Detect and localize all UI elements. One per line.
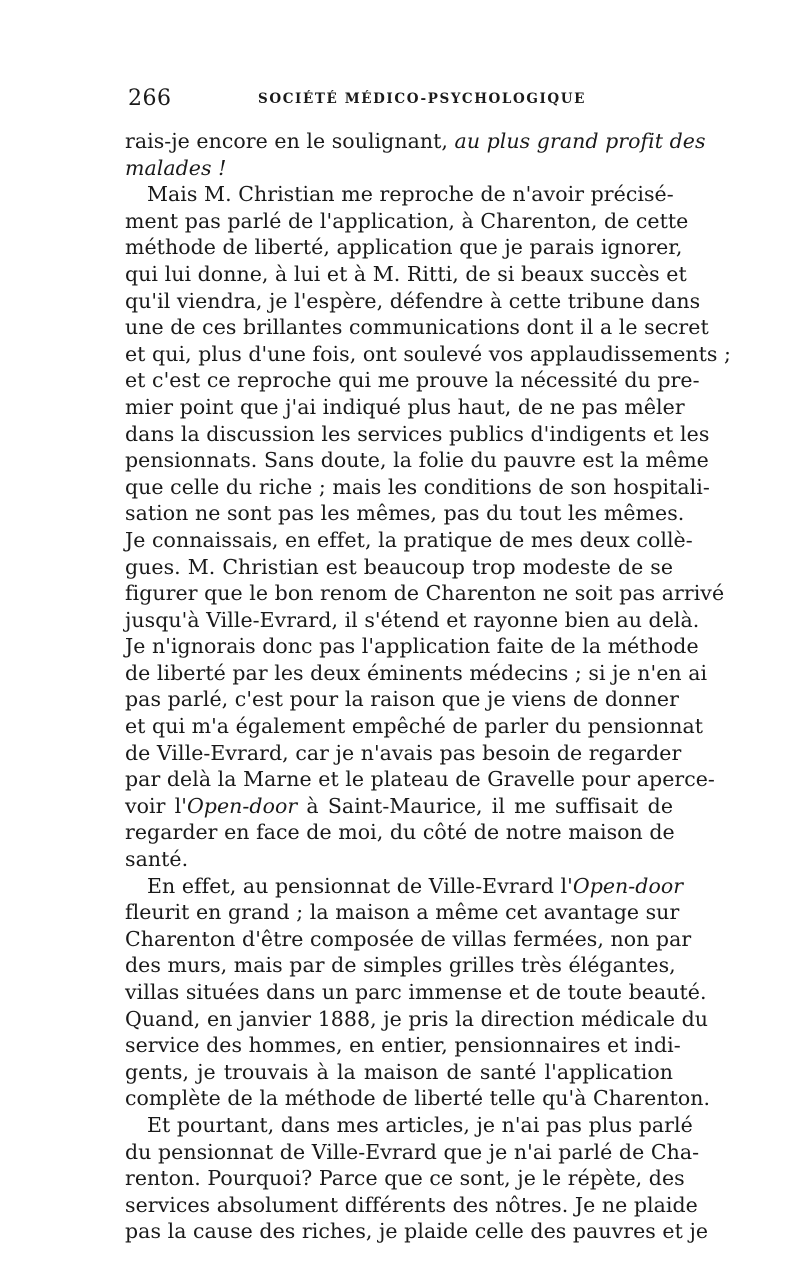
text-line (125, 421, 710, 448)
text-segment: villas situées dans un parc immense et de toute beauté. (125, 980, 707, 1004)
text-line (125, 660, 708, 687)
text-line (125, 1192, 698, 1219)
text-segment: figurer que le bon renom de Charenton ne soit pas arrivé (125, 581, 725, 606)
text-line (125, 261, 687, 288)
text-line (125, 846, 673, 873)
text-segment: Et pourtant, dans mes articles, je n'ai pas plus parlé (147, 1112, 693, 1137)
text-line (125, 314, 709, 341)
text-segment: service des hommes, en entier, pensionnaires et indi- (125, 1033, 681, 1058)
text-line (125, 899, 680, 926)
text-line (125, 952, 676, 979)
text-segment: complète de la méthode de liberté telle qu'à Charenton. (125, 1086, 711, 1111)
text-line (125, 234, 683, 261)
text-line (125, 155, 673, 182)
text-segment: du pensionnat de Ville-Evrard que je n'ai parlé de Cha- (125, 1139, 700, 1164)
text-line (125, 1006, 709, 1033)
text-line (125, 341, 732, 368)
text-segment: de Ville-Evrard, car je n'avais pas besoin de regarder (125, 740, 682, 765)
text-line (125, 766, 715, 793)
text-segment: gents, je trouvais à la maison de santé l'application (125, 1059, 673, 1084)
text-segment: des murs, mais par de simples grilles très élégantes, (125, 953, 676, 978)
text-segment: ment pas parlé de l'application, à Charenton, de cette (125, 208, 689, 233)
text-segment: services absolument différents des nôtres. Je ne plaide (125, 1192, 698, 1217)
text-line (125, 607, 700, 634)
text-line (125, 1059, 673, 1086)
text-segment: une de ces brillantes communications dont il a le secret (125, 315, 709, 340)
page-header (128, 86, 672, 116)
paragraph (125, 128, 706, 181)
text-segment: et c'est ce reproche qui me prouve la nécessité du pre- (125, 368, 700, 393)
text-line (125, 926, 692, 953)
text-segment: En effet, au pensionnat de Ville-Evrard l' (147, 873, 573, 898)
text-segment: mier point que j'ai indiqué plus haut, de ne pas mêler (125, 394, 685, 419)
text-segment: santé. (125, 847, 189, 872)
italic-text: malades ! (125, 155, 227, 180)
text-line (125, 394, 685, 421)
paragraph (125, 1112, 709, 1245)
text-segment: à Saint-Maurice, il me suffisait de (297, 793, 673, 818)
text-line (125, 873, 684, 900)
text-line (125, 474, 710, 501)
text-line (125, 633, 699, 660)
body-text (125, 128, 732, 1245)
text-segment: de liberté par les deux éminents médecins ; si je n'en ai (125, 660, 708, 685)
text-segment: Quand, en janvier 1888, je pris la direction médicale du (125, 1006, 709, 1031)
text-segment: pas parlé, c'est pour la raison que je viens de donner (125, 687, 679, 712)
text-segment: qu'il viendra, je l'espère, défendre à cette tribune dans (125, 288, 701, 313)
italic-text: Open-door (186, 793, 298, 818)
text-line (125, 1165, 685, 1192)
text-line (125, 1112, 693, 1139)
text-segment: renton. Pourquoi? Parce que ce sont, je le répète, des (125, 1166, 685, 1191)
italic-text: au plus grand profit des (454, 129, 706, 153)
text-line (125, 1032, 681, 1059)
text-segment: méthode de liberté, application que je parais ignorer, (125, 235, 683, 260)
text-segment: Je n'ignorais donc pas l'application faite de la méthode (125, 634, 699, 659)
italic-text: Open-door (572, 873, 684, 898)
paragraph (125, 181, 732, 872)
text-segment: sation ne sont pas les mêmes, pas du tout les mêmes. (125, 501, 685, 526)
text-line (125, 527, 693, 554)
text-line (125, 793, 673, 820)
text-line (125, 447, 709, 474)
text-line (125, 1139, 700, 1166)
text-segment: Mais M. Christian me reproche de n'avoir précisé- (147, 182, 674, 207)
text-segment: pas la cause des riches, je plaide celle des pauvres et je (125, 1219, 709, 1244)
text-line (125, 1218, 709, 1245)
text-line (125, 208, 689, 235)
text-line (125, 740, 682, 767)
text-segment: par delà la Marne et le plateau de Gravelle pour aperce- (125, 767, 715, 792)
text-line (125, 686, 679, 713)
text-segment: qui lui donne, à lui et à M. Ritti, de si beaux succès et (125, 261, 687, 286)
text-segment: gues. M. Christian est beaucoup trop modeste de se (125, 554, 673, 579)
text-line (125, 128, 706, 155)
text-segment: rais-je encore en le soulignant, (125, 129, 455, 153)
text-segment: et qui, plus d'une fois, ont soulevé vos applaudissements ; (125, 341, 732, 366)
paragraph (125, 873, 711, 1112)
text-line (125, 713, 704, 740)
text-segment: fleurit en grand ; la maison a même cet avantage sur (125, 900, 680, 925)
text-line (125, 1085, 711, 1112)
text-line (125, 500, 685, 527)
running-title: SOCIÉTÉ MÉDICO-PSYCHOLOGIQUE (258, 91, 587, 107)
text-line (125, 288, 701, 315)
text-line (125, 367, 700, 394)
text-line (125, 979, 707, 1006)
page-number: 266 (128, 86, 172, 111)
text-segment: Je connaissais, en effet, la pratique de mes deux collè- (125, 527, 693, 552)
text-segment: Charenton d'être composée de villas fermées, non par (125, 926, 692, 951)
text-segment: pensionnats. Sans doute, la folie du pauvre est la même (125, 448, 709, 473)
text-segment: jusqu'à Ville-Evrard, il s'étend et rayonne bien au delà. (125, 607, 700, 632)
text-line (125, 819, 673, 846)
text-segment: dans la discussion les services publics d'indigents et les (125, 421, 710, 446)
text-segment: regarder en face de moi, du côté de notre maison de (125, 820, 675, 845)
text-line (125, 181, 673, 208)
text-segment: que celle du riche ; mais les conditions de son hospitali- (125, 474, 710, 499)
text-line (125, 580, 725, 607)
text-segment: voir l' (125, 793, 187, 818)
text-segment: et qui m'a également empêché de parler du pensionnat (125, 714, 704, 739)
text-line (125, 554, 673, 581)
